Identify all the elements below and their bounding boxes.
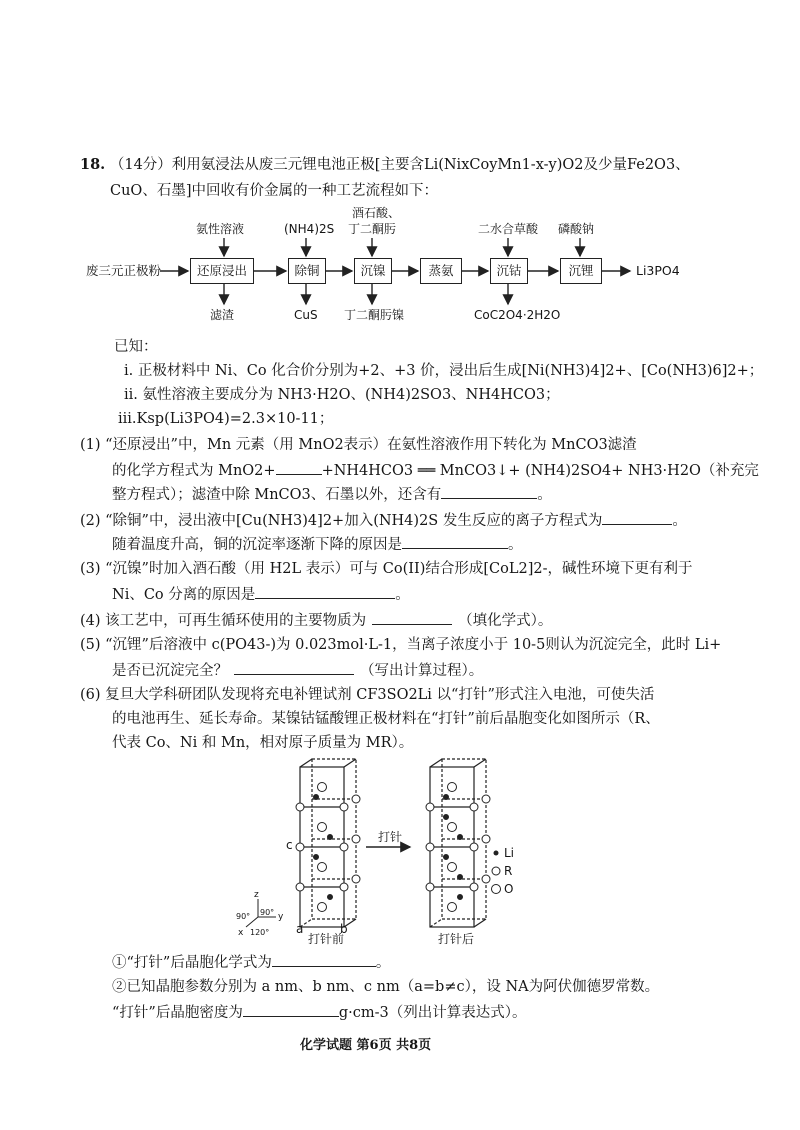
reagent-tartaric-acid: 酒石酸、 — [352, 206, 401, 220]
angle-label-2: 90° — [260, 908, 275, 917]
axis-z-label: z — [254, 890, 259, 900]
step-nickel-precipitation: 沉镍 — [354, 258, 392, 284]
q3-blank-reason[interactable] — [255, 584, 395, 599]
legend-o-marker — [492, 885, 501, 894]
known-i: i. 正极材料中 Ni、Co 化合价分别为+2、+3 价，浸出后生成[Ni(NH3)4]2+、[Co(NH3)6]2+； — [124, 363, 764, 379]
q4-blank-substance[interactable] — [372, 610, 452, 625]
q5-blank-answer[interactable] — [234, 660, 354, 675]
cell-after — [430, 759, 486, 927]
before-label: 打针前 — [308, 932, 345, 946]
q6-sub1-part1: ①“打针”后晶胞化学式为 — [112, 955, 272, 971]
after-label: 打针后 — [438, 932, 475, 946]
known-iii: iii.Ksp(Li3PO4)=2.3×10-11； — [118, 411, 334, 427]
q1-line-c — [112, 484, 552, 504]
product-cobalt-oxalate: CoC2O4·2H2O — [474, 308, 561, 322]
q3-line-b — [112, 584, 410, 604]
step-ammonia-evaporation: 蒸氨 — [420, 258, 462, 284]
q3-line-b-part1: Ni、Co 分离的原因是 — [112, 587, 256, 603]
step-copper-removal: 除铜 — [288, 258, 326, 284]
q6-sub1 — [112, 952, 390, 972]
q2-line-b-part1: 随着温度升高，铜的沉淀率逐渐下降的原因是 — [112, 537, 402, 553]
q2-line-a-part2: 。 — [672, 513, 687, 529]
q5-line-b-part1: 是否已沉淀完全？ — [112, 663, 228, 679]
axis-a-label: a — [296, 922, 304, 936]
arrow-label: 打针 — [378, 830, 403, 844]
q1-line-b-part2: +NH4HCO3 ══ MnCO3↓+ (NH4)2SO4+ NH3·H2O（补充完 — [321, 463, 759, 479]
reagent-dimethylglyoxime: 丁二酮肟 — [348, 222, 397, 236]
product-nickel-dmg: 丁二酮肟镍 — [344, 308, 405, 322]
question-stem-1: （14分）利用氨浸法从废三元锂电池正极[主要含Li(NixCoyMn1-x-y)O2及少量Fe2O3、 — [109, 157, 690, 173]
q2-blank-ionic-equation[interactable] — [602, 510, 672, 525]
q2-line-b-part2: 。 — [508, 537, 523, 553]
product-residue: 滤渣 — [210, 308, 235, 322]
q4-line-a-part2: （填化学式）。 — [458, 613, 553, 629]
q6-line-a: (6) 复旦大学科研团队发现将充电补锂试剂 CF3SO2Li 以“打针”形式注入电池，可使失活 — [80, 687, 655, 703]
legend-li: Li — [504, 846, 515, 860]
angle-label-1: 90° — [236, 912, 251, 921]
q6-sub1-part2: 。 — [375, 955, 391, 971]
q6-sub3 — [112, 1002, 526, 1022]
q5-line-a: (5) “沉锂”后溶液中 c(PO43-)为 0.023mol·L-1，当离子浓度小于 10-5则认为沉淀完全，此时 Li+ — [80, 637, 722, 653]
q6-sub2: ②已知晶胞参数分别为 a nm、b nm、c nm（a=b≠c），设 NA为阿伏伽德罗常数。 — [112, 979, 660, 995]
legend-o: O — [504, 882, 514, 896]
product-cus: CuS — [294, 308, 318, 322]
q6-blank-density[interactable] — [243, 1002, 339, 1017]
q6-blank-formula[interactable] — [272, 952, 376, 967]
q1-blank-reactant[interactable] — [276, 460, 322, 475]
q6-line-b: 的电池再生、延长寿命。某镍钴锰酸锂正极材料在“打针”前后晶胞变化如图所示（R、 — [112, 711, 660, 727]
axis-x-label: x — [238, 928, 244, 938]
reagent-ammonia-solution: 氨性溶液 — [196, 222, 245, 236]
q1-blank-residue[interactable] — [441, 484, 537, 499]
axis-b-label: b — [340, 922, 348, 936]
reagent-oxalic-acid: 二水合草酸 — [478, 222, 539, 236]
q1-line-b-part1: 的化学方程式为 MnO2+ — [112, 463, 276, 479]
q5-line-b — [112, 660, 483, 680]
legend-li-marker — [494, 851, 499, 856]
question-stem-2: CuO、石墨]中回收有价金属的一种工艺流程如下： — [110, 183, 438, 199]
q1-line-c-part1: 整方程式）；滤渣中除 MnCO3、石墨以外，还含有 — [112, 487, 442, 503]
q5-line-b-part2: （写出计算过程）。 — [360, 663, 484, 679]
question-number: 18. — [80, 156, 106, 173]
cell-before — [300, 759, 356, 927]
question-line-1 — [80, 156, 690, 174]
axis-y-label: y — [278, 912, 284, 922]
reagent-ammonium-sulfide: (NH4)2S — [284, 222, 335, 236]
flow-end-label: Li3PO4 — [636, 263, 680, 278]
step-reduction-leach: 还原浸出 — [190, 258, 254, 284]
q6-sub3-part2: g·cm-3（列出计算表达式）。 — [338, 1005, 527, 1021]
q3-line-a: (3) “沉镍”时加入酒石酸（用 H2L 表示）可与 Co(II)结合形成[CoL2]2-，碱性环境下更有利于 — [80, 561, 693, 577]
q2-line-a — [80, 510, 687, 530]
q4-line-a — [80, 610, 552, 630]
q1-line-c-part2: 。 — [537, 487, 552, 503]
q2-line-a-part1: (2) “除铜”中，浸出液中[Cu(NH3)4]2+加入(NH4)2S 发生反应的离子方程式为 — [80, 513, 603, 529]
flow-start-label: 废三元正极粉 — [86, 263, 162, 278]
legend-r-marker — [492, 867, 500, 875]
legend-r: R — [504, 864, 513, 878]
q1-line-a: (1) “还原浸出”中，Mn 元素（用 MnO2表示）在氨性溶液作用下转化为 MnCO3滤渣 — [80, 437, 637, 453]
q6-line-c: 代表 Co、Ni 和 Mn，相对原子质量为 MR）。 — [112, 735, 414, 751]
known-ii: ii. 氨性溶液主要成分为 NH3·H2O、(NH4)2SO3、NH4HCO3； — [124, 387, 560, 403]
q3-line-b-part2: 。 — [395, 587, 410, 603]
step-cobalt-precipitation: 沉钴 — [490, 258, 528, 284]
q2-line-b — [112, 534, 523, 554]
crystal-cell-diagram — [0, 755, 800, 955]
axis-c-label: c — [286, 838, 293, 852]
step-lithium-precipitation: 沉锂 — [560, 258, 602, 284]
reagent-sodium-phosphate: 磷酸钠 — [558, 222, 595, 236]
angle-label-3: 120° — [250, 928, 270, 937]
known-title: 已知： — [114, 339, 158, 355]
q4-line-a-part1: (4) 该工艺中，可再生循环使用的主要物质为 — [80, 613, 367, 629]
q6-sub3-part1: “打针”后晶胞密度为 — [112, 1005, 243, 1021]
q1-line-b — [112, 460, 759, 480]
q2-blank-reason[interactable] — [402, 534, 508, 549]
page-footer: 化学试题 第6页 共8页 — [300, 1038, 432, 1053]
